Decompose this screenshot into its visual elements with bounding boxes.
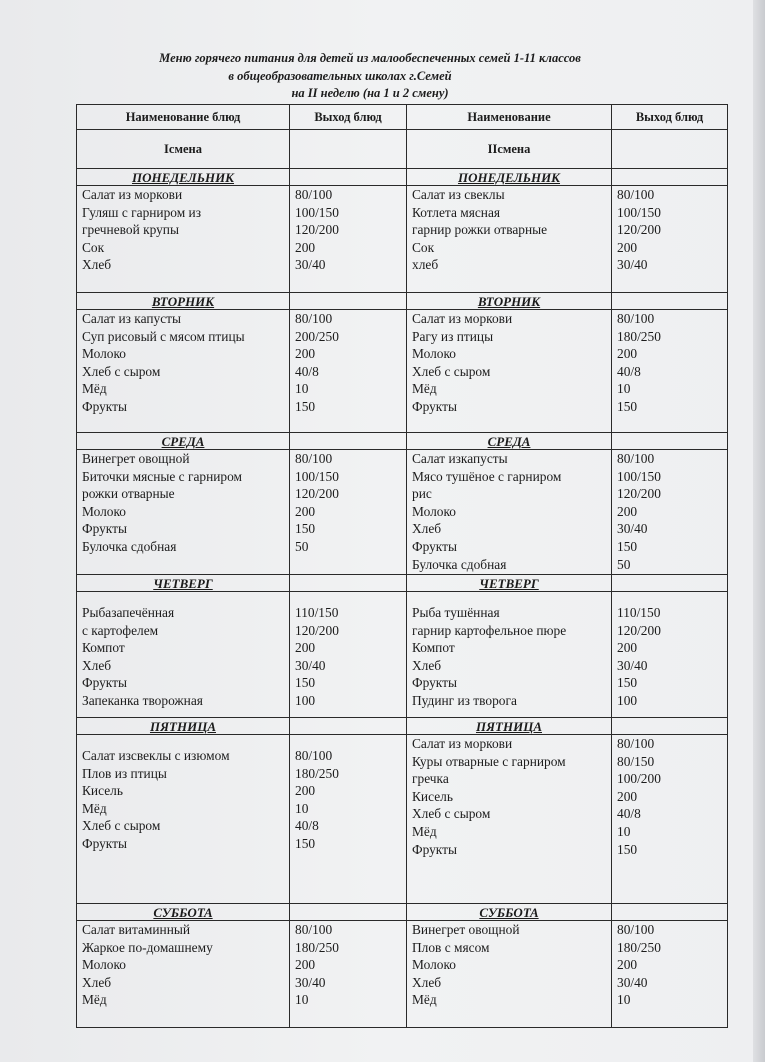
day-empty-1 (290, 293, 407, 310)
dish-list-shift-2 (407, 735, 612, 904)
dish-name: Булочка сдобная (412, 556, 507, 572)
dish-yield: 100/150 (617, 468, 661, 484)
day-items-row (77, 310, 728, 433)
dish-name: Кисель (82, 783, 123, 799)
dish-yield: 50 (295, 538, 309, 554)
dish-name: Мёд (412, 381, 437, 397)
dish-yield: 10 (295, 381, 309, 397)
dish-list-shift-2 (407, 592, 612, 718)
dish-name: Мёд (412, 823, 437, 839)
dish-yield: 100 (617, 692, 638, 708)
dish-name: рожки отварные (82, 486, 175, 502)
dish-name: Салат изкапусты (412, 451, 508, 466)
dish-yield: 100/150 (617, 204, 661, 220)
dish-yield: 30/40 (617, 521, 648, 537)
day-header-row (77, 904, 728, 921)
dish-yield: 150 (617, 538, 638, 554)
day-header-row (77, 433, 728, 450)
dish-name: Компот (412, 640, 455, 656)
dish-name: Плов с мясом (412, 939, 490, 955)
yield-list-shift-2 (612, 921, 728, 1028)
dish-yield: 30/40 (295, 257, 326, 273)
header-yield-1: Выход блюд (290, 105, 407, 130)
dish-list-shift-1 (77, 921, 290, 1028)
dish-yield: 120/200 (295, 622, 339, 638)
day-name-shift-2: ВТОРНИК (407, 293, 612, 310)
dish-yield: 30/40 (617, 657, 648, 673)
dish-name: Мёд (82, 800, 107, 816)
shift-1-label: Iсмена (77, 130, 290, 169)
dish-yield: 30/40 (617, 974, 648, 990)
dish-yield: 120/200 (617, 486, 661, 502)
day-name-shift-2: ЧЕТВЕРГ (407, 575, 612, 592)
dish-name: Хлеб (412, 974, 442, 990)
day-empty-2 (612, 718, 728, 735)
dish-yield: 120/200 (617, 222, 661, 238)
dish-name: Салат витаминный (82, 922, 191, 937)
shift-row (77, 130, 728, 169)
dish-list-shift-1 (77, 310, 290, 433)
dish-yield: 200 (295, 239, 316, 255)
dish-yield: 80/100 (295, 451, 333, 466)
shift-2-empty (612, 130, 728, 169)
day-empty-1 (290, 169, 407, 186)
day-name-shift-1: СРЕДА (77, 433, 290, 450)
dish-name: Пудинг из творога (412, 692, 517, 708)
dish-name: Хлеб с сыром (412, 363, 491, 379)
title-line-3: на II неделю (на 1 и 2 смену) (291, 86, 449, 100)
day-empty-1 (290, 904, 407, 921)
day-items-row (77, 450, 728, 575)
day-empty-1 (290, 433, 407, 450)
dish-name: Куры отварные с гарниром (412, 753, 566, 769)
dish-name: гарнир рожки отварные (412, 222, 548, 238)
dish-name: Фрукты (412, 841, 457, 857)
dish-yield: 150 (617, 675, 638, 691)
yield-list-shift-1 (290, 921, 407, 1028)
dish-yield: 100 (295, 692, 316, 708)
dish-yield: 200 (617, 346, 638, 362)
day-items-row (77, 735, 728, 904)
table-header-row (77, 105, 728, 130)
day-name-shift-2: СРЕДА (407, 433, 612, 450)
yield-list-shift-1 (290, 450, 407, 575)
dish-name: Мёд (82, 381, 107, 397)
dish-name: с картофелем (82, 622, 159, 638)
dish-yield: 150 (295, 675, 316, 691)
dish-yield: 120/200 (295, 222, 339, 238)
dish-yield: 80/100 (617, 922, 655, 937)
dish-name: Хлеб с сыром (82, 818, 161, 834)
dish-name: Сок (82, 239, 105, 255)
dish-name: Фрукты (412, 538, 457, 554)
dish-yield: 100/150 (295, 204, 339, 220)
dish-name: Молоко (412, 957, 456, 973)
dish-name: Фрукты (412, 675, 457, 691)
dish-name: Котлета мясная (412, 204, 501, 220)
dish-yield: 40/8 (295, 818, 319, 834)
dish-name: Рагу из птицы (412, 328, 494, 344)
dish-name: Кисель (412, 788, 453, 804)
dish-name: Салат из свеклы (412, 187, 505, 202)
page-edge (753, 0, 765, 1062)
dish-name: Молоко (412, 503, 456, 519)
dish-name: Мясо тушёное с гарниром (412, 468, 562, 484)
yield-list-shift-1 (290, 592, 407, 718)
dish-name: Хлеб (412, 657, 442, 673)
day-header-row (77, 169, 728, 186)
dish-name: Салат из капусты (82, 311, 181, 326)
dish-name: Хлеб с сыром (82, 363, 161, 379)
dish-name: рис (412, 486, 432, 502)
dish-list-shift-1 (77, 735, 290, 904)
dish-yield: 200 (295, 503, 316, 519)
dish-list-shift-2 (407, 186, 612, 293)
day-name-shift-1: ПЯТНИЦА (77, 718, 290, 735)
yield-list-shift-1 (290, 186, 407, 293)
dish-yield: 200 (617, 503, 638, 519)
dish-name: Сок (412, 239, 435, 255)
dish-yield: 10 (295, 992, 309, 1008)
dish-name: Компот (82, 640, 125, 656)
dish-yield: 200 (295, 346, 316, 362)
yield-list-shift-2 (612, 592, 728, 718)
day-empty-2 (612, 433, 728, 450)
dish-yield: 150 (295, 398, 316, 414)
dish-list-shift-1 (77, 186, 290, 293)
dish-name: Молоко (82, 503, 126, 519)
dish-name: Салат изсвеклы с изюмом (82, 748, 230, 763)
dish-yield: 180/250 (295, 939, 339, 955)
dish-yield: 10 (295, 800, 309, 816)
dish-yield: 200/250 (295, 328, 339, 344)
dish-name: Запеканка творожная (82, 692, 203, 708)
day-empty-2 (612, 293, 728, 310)
dish-yield: 200 (617, 788, 638, 804)
dish-name: Хлеб с сыром (412, 806, 491, 822)
dish-yield: 30/40 (295, 974, 326, 990)
dish-yield: 80/100 (295, 922, 333, 937)
dish-name: Рыбазапечённая (82, 605, 175, 620)
dish-name: Винегрет овощной (412, 922, 520, 937)
dish-name: Хлеб (82, 974, 112, 990)
yield-list-shift-2 (612, 310, 728, 433)
document-title (70, 50, 670, 103)
dish-yield: 80/100 (617, 187, 655, 202)
dish-yield: 200 (295, 640, 316, 656)
day-name-shift-2: СУББОТА (407, 904, 612, 921)
shift-1-empty (290, 130, 407, 169)
dish-yield: 200 (617, 239, 638, 255)
dish-name: Молоко (412, 346, 456, 362)
dish-name: Рыба тушённая (412, 605, 500, 620)
title-line-2: в общеобразовательных школах г.Семей (228, 68, 452, 83)
dish-name: Фрукты (82, 521, 127, 537)
dish-yield: 150 (295, 521, 316, 537)
day-name-shift-1: СУББОТА (77, 904, 290, 921)
day-items-row (77, 592, 728, 718)
dish-yield: 10 (617, 823, 631, 839)
day-name-shift-2: ПЯТНИЦА (407, 718, 612, 735)
dish-name: Хлеб (82, 257, 112, 273)
dish-name: Хлеб (82, 657, 112, 673)
dish-name: Фрукты (82, 835, 127, 851)
dish-yield: 200 (617, 640, 638, 656)
day-empty-1 (290, 718, 407, 735)
header-dish-name-1: Наименование блюд (77, 105, 290, 130)
day-header-row (77, 575, 728, 592)
day-name-shift-1: ЧЕТВЕРГ (77, 575, 290, 592)
yield-list-shift-2 (612, 735, 728, 904)
dish-yield: 100/150 (295, 468, 339, 484)
dish-name: Фрукты (412, 398, 457, 414)
dish-name: Салат из моркови (412, 311, 513, 326)
day-empty-1 (290, 575, 407, 592)
shift-2-label: IIсмена (407, 130, 612, 169)
dish-yield: 40/8 (295, 363, 319, 379)
dish-list-shift-2 (407, 921, 612, 1028)
dish-name: Салат из моркови (82, 187, 183, 202)
dish-yield: 10 (617, 381, 631, 397)
dish-name: Мёд (82, 992, 107, 1008)
dish-yield: 200 (295, 957, 316, 973)
dish-yield: 80/100 (617, 311, 655, 326)
yield-list-shift-1 (290, 310, 407, 433)
dish-name: Гуляш с гарниром из (82, 204, 202, 220)
day-name-shift-1: ПОНЕДЕЛЬНИК (77, 169, 290, 186)
menu-table (76, 104, 728, 1028)
dish-yield: 110/150 (617, 605, 661, 620)
header-dish-name-2: Наименование (407, 105, 612, 130)
dish-yield: 30/40 (617, 257, 648, 273)
dish-name: Молоко (82, 346, 126, 362)
dish-yield: 180/250 (617, 328, 661, 344)
dish-yield: 120/200 (617, 622, 661, 638)
dish-yield: 80/100 (617, 736, 655, 751)
day-empty-2 (612, 169, 728, 186)
dish-yield: 80/100 (295, 311, 333, 326)
dish-name: Биточки мясные с гарниром (82, 468, 243, 484)
dish-yield: 200 (295, 783, 316, 799)
dish-yield: 150 (617, 398, 638, 414)
dish-yield: 180/250 (617, 939, 661, 955)
dish-yield: 80/150 (617, 753, 655, 769)
dish-yield: 80/100 (295, 748, 333, 763)
dish-name: гречка (412, 771, 449, 787)
day-empty-2 (612, 904, 728, 921)
dish-yield: 100/200 (617, 771, 661, 787)
dish-yield: 200 (617, 957, 638, 973)
dish-name: Хлеб (412, 521, 442, 537)
yield-list-shift-2 (612, 186, 728, 293)
dish-name: Жаркое по-домашнему (82, 939, 213, 955)
dish-yield: 30/40 (295, 657, 326, 673)
yield-list-shift-1 (290, 735, 407, 904)
dish-list-shift-2 (407, 450, 612, 575)
dish-name: Фрукты (82, 675, 127, 691)
header-yield-2: Выход блюд (612, 105, 728, 130)
dish-yield: 120/200 (295, 486, 339, 502)
dish-name: Молоко (82, 957, 126, 973)
dish-list-shift-2 (407, 310, 612, 433)
yield-list-shift-2 (612, 450, 728, 575)
dish-name: Плов из птицы (82, 765, 167, 781)
dish-yield: 110/150 (295, 605, 339, 620)
dish-name: Булочка сдобная (82, 538, 177, 554)
dish-name: Фрукты (82, 398, 127, 414)
dish-list-shift-1 (77, 592, 290, 718)
dish-name: Салат из моркови (412, 736, 513, 751)
dish-yield: 40/8 (617, 806, 641, 822)
dish-yield: 40/8 (617, 363, 641, 379)
dish-yield: 150 (617, 841, 638, 857)
dish-name: Суп рисовый с мясом птицы (82, 328, 245, 344)
dish-yield: 10 (617, 992, 631, 1008)
dish-yield: 180/250 (295, 765, 339, 781)
dish-yield: 50 (617, 556, 631, 572)
dish-list-shift-1 (77, 450, 290, 575)
title-line-1: Меню горячего питания для детей из малообеспеченных семей 1-11 классов (159, 51, 581, 65)
day-name-shift-1: ВТОРНИК (77, 293, 290, 310)
dish-yield: 150 (295, 835, 316, 851)
day-header-row (77, 293, 728, 310)
dish-name: гарнир картофельное пюре (412, 622, 567, 638)
day-items-row (77, 921, 728, 1028)
day-items-row (77, 186, 728, 293)
day-name-shift-2: ПОНЕДЕЛЬНИК (407, 169, 612, 186)
dish-name: Винегрет овощной (82, 451, 190, 466)
dish-name: Мёд (412, 992, 437, 1008)
dish-yield: 80/100 (617, 451, 655, 466)
dish-yield: 80/100 (295, 187, 333, 202)
day-empty-2 (612, 575, 728, 592)
day-header-row (77, 718, 728, 735)
dish-name: хлеб (412, 257, 439, 273)
dish-name: гречневой крупы (82, 222, 179, 238)
